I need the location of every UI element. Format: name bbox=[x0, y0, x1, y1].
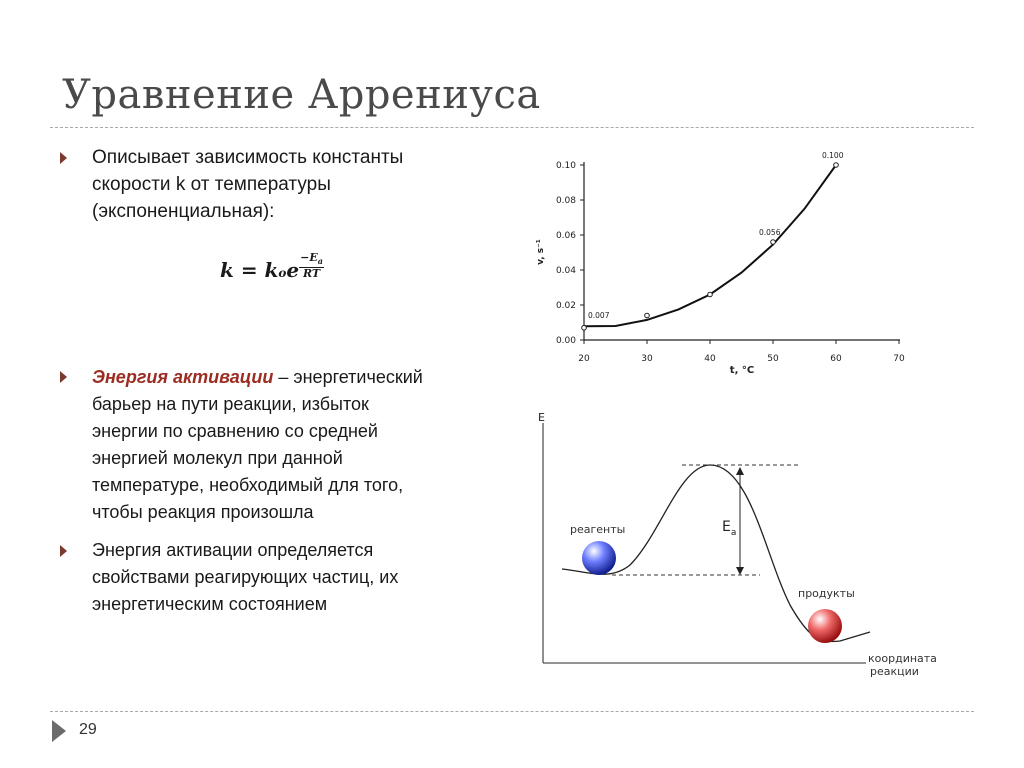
arrhenius-formula bbox=[220, 251, 324, 286]
formula-k0-subscript: o bbox=[278, 266, 287, 280]
bullet-arrow-icon bbox=[60, 152, 67, 164]
bullet-2-line-3: энергии по сравнению со средней bbox=[92, 421, 378, 441]
ea-letter: E bbox=[722, 519, 731, 535]
energy-axis-label: E bbox=[538, 411, 545, 424]
data-point bbox=[708, 292, 713, 297]
chart-y-axis-label: v, s⁻¹ bbox=[536, 239, 546, 265]
x-tick-label: 70 bbox=[893, 354, 905, 364]
bullet-2-line-6: чтобы реакция произошла bbox=[92, 502, 314, 522]
reactant-molecule-ball bbox=[582, 541, 616, 575]
bullet-2-line-2: барьер на пути реакции, избыток bbox=[92, 394, 369, 414]
chart-x-axis-label: t, °C bbox=[729, 365, 755, 376]
data-point bbox=[771, 240, 776, 245]
bullet-2-line-5: температуре, необходимый для того, bbox=[92, 475, 404, 495]
bullet-1-line-2: скорости k от температуры bbox=[92, 174, 331, 195]
activation-energy-term: Энергия активации bbox=[92, 367, 274, 387]
reaction-coordinate-label-line-1: координата bbox=[868, 652, 937, 665]
ea-subscript: a bbox=[730, 528, 737, 538]
activation-energy-symbol bbox=[722, 519, 736, 538]
chart-fit-curve bbox=[584, 165, 836, 326]
bullet-text-1 bbox=[92, 144, 403, 225]
formula-e: e bbox=[286, 258, 300, 282]
data-point bbox=[582, 325, 587, 330]
bullet-2-line-4: энергией молекул при данной bbox=[92, 448, 343, 468]
formula-equals: = bbox=[233, 258, 265, 282]
data-label: 0.007 bbox=[588, 310, 610, 320]
slide-title: Уравнение Аррениуса bbox=[62, 72, 541, 118]
x-tick-label: 30 bbox=[641, 354, 653, 364]
bullet-arrow-icon bbox=[60, 545, 67, 557]
bullet-1-line-1: Описывает зависимость константы bbox=[92, 147, 404, 168]
formula-exponent-numerator bbox=[299, 252, 324, 268]
reactants-label: реагенты bbox=[570, 523, 626, 536]
arrow-down-icon bbox=[736, 567, 744, 575]
bullet-1-line-3: (экспоненциальная): bbox=[92, 201, 275, 222]
x-tick-label: 60 bbox=[830, 354, 842, 364]
bullet-3-line-1: Энергия активации определяется bbox=[92, 540, 374, 560]
page-number: 29 bbox=[79, 721, 97, 738]
y-tick-label: 0.10 bbox=[555, 161, 576, 171]
y-tick-label: 0.00 bbox=[555, 336, 576, 346]
title-divider bbox=[50, 127, 974, 128]
x-tick-label: 50 bbox=[767, 354, 779, 364]
x-tick-label: 40 bbox=[704, 354, 716, 364]
data-label: 0.100 bbox=[822, 151, 844, 160]
data-point bbox=[645, 313, 650, 318]
bullet-2-line-1 bbox=[92, 364, 423, 391]
formula-k: k bbox=[220, 258, 234, 282]
data-point bbox=[834, 163, 839, 168]
formula-k0: k bbox=[264, 258, 279, 282]
reaction-coordinate-label-line-2: реакции bbox=[870, 665, 919, 678]
bullet-arrow-icon bbox=[60, 371, 67, 383]
y-tick-label: 0.04 bbox=[555, 266, 576, 276]
y-tick-label: 0.06 bbox=[555, 231, 576, 241]
formula-exp-num: −E bbox=[300, 251, 318, 264]
rate-vs-temperature-chart bbox=[525, 140, 925, 380]
bullet-3-line-3: энергетическим состоянием bbox=[92, 594, 328, 614]
y-tick-label: 0.08 bbox=[555, 196, 576, 206]
formula-exp-num-sub: a bbox=[317, 256, 323, 267]
activation-energy-diagram bbox=[520, 405, 980, 690]
bullet-text-3 bbox=[92, 537, 398, 618]
y-tick-label: 0.02 bbox=[555, 301, 576, 311]
x-tick-label: 20 bbox=[578, 354, 590, 364]
footer-arrow-icon bbox=[52, 720, 66, 742]
products-label: продукты bbox=[798, 587, 855, 600]
arrow-up-icon bbox=[736, 467, 744, 475]
formula-exp-den: RT bbox=[302, 267, 321, 281]
data-label: 0.056 bbox=[759, 228, 781, 237]
bullet-text-2 bbox=[92, 364, 423, 526]
formula-exponent bbox=[299, 252, 324, 280]
bullet-2-dash: – энергетический bbox=[273, 367, 423, 387]
footer-divider bbox=[50, 711, 974, 712]
product-molecule-ball bbox=[808, 609, 842, 643]
bullet-3-line-2: свойствами реагирующих частиц, их bbox=[92, 567, 399, 587]
